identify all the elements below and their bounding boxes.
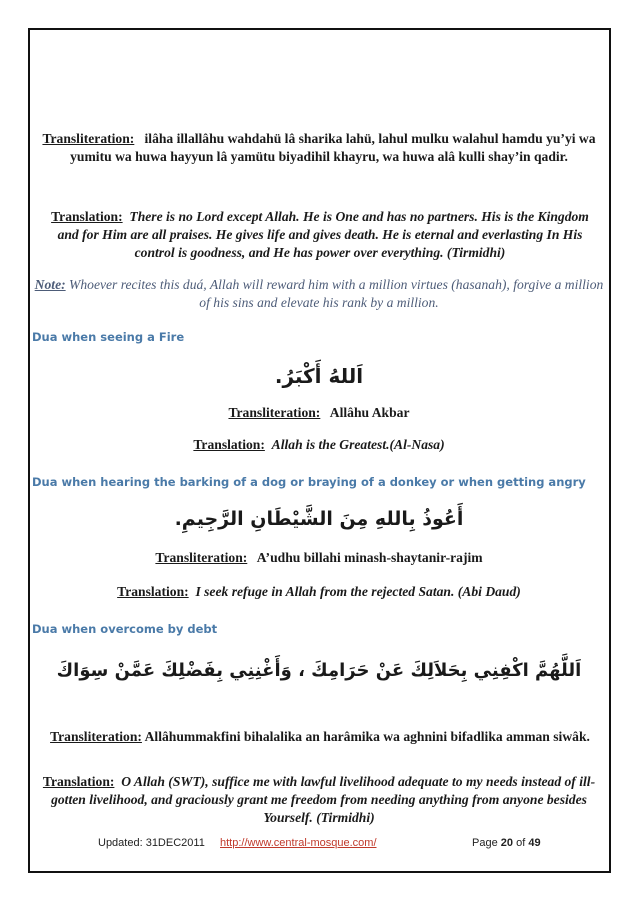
translit-label: Transliteration: [42, 131, 135, 146]
translation-fire [30, 436, 608, 454]
page-prefix: Page [472, 837, 498, 849]
translation-label: Translation: [193, 437, 265, 452]
page-total: 49 [528, 837, 541, 849]
heading-dog: Dua when hearing the barking of a dog or braying of a donkey or when getting angry [32, 475, 586, 489]
translit-label: Transliteration: [155, 550, 248, 565]
translit-fire [30, 404, 608, 422]
translit-text: ilâha illallâhu wahdahü lâ sharika lahü, lahul mulku walahul hamdu yu’yi wa yumitu wa huwa hayyun lâ yamütu biyadihil khayru, wa huwa alâ kulli shay’in qadir. [70, 131, 596, 164]
translation-text: O Allah (SWT), suffice me with lawful livelihood adequate to my needs instead of ill-gotten livelihood, and graciously grant me freedom from needing anything from anyone besides Yourself. (Tirmidhi) [51, 774, 596, 825]
page-num: 20 [500, 837, 514, 849]
translit-debt [40, 728, 600, 746]
note-label: Note: [34, 277, 66, 292]
arabic-debt: اَللَّهُمَّ اكْفِنِي بِحَلاَلِكَ عَنْ حَرَامِكَ ، وَأَغْنِنِي بِفَضْلِكَ عَمَّنْ سِوَاكَ [56, 660, 582, 681]
translit-text: A’udhu billahi minash-shaytanir-rajim [256, 550, 483, 565]
translit-dog [30, 549, 608, 567]
heading-fire: Dua when seeing a Fire [32, 330, 185, 344]
arabic-fire: اَللهُ أَكْبَرُ. [274, 364, 364, 388]
translation-block-1 [42, 208, 598, 262]
heading-debt: Dua when overcome by debt [32, 622, 218, 636]
translation-text: Allah is the Greatest.(Al-Nasa) [271, 437, 445, 452]
translation-label: Translation: [51, 209, 123, 224]
translation-label: Translation: [117, 584, 189, 599]
translation-label: Translation: [42, 774, 115, 789]
translit-text: Allâhummakfini bihalalika an harâmika wa aghnini bifadlika amman siwâk. [144, 729, 590, 744]
translit-label: Transliteration: [228, 405, 321, 420]
translit-text: Allâhu Akbar [329, 405, 410, 420]
note-block [30, 276, 608, 312]
page-of: of [516, 837, 526, 849]
translit-label: Transliteration: [50, 729, 142, 744]
arabic-dog: أَعُوذُ بِاللهِ مِنَ الشَّيْطَانِ الرَّجِيمِ. [174, 508, 464, 530]
footer-page-number [472, 837, 541, 849]
footer-url-link[interactable]: http://www.central-mosque.com/ [220, 837, 377, 849]
translation-dog [30, 583, 608, 601]
footer-updated: Updated: 31DEC2011 [98, 837, 205, 849]
note-text: Whoever recites this duá, Allah will reward him with a million virtues (hasanah), forgive a million of his sins and elevate his rank by a million. [69, 277, 604, 310]
translation-text: There is no Lord except Allah. He is One and has no partners. His is the Kingdom and for Him are all praises. He gives life and gives death. He is eternal and everlasting In His control is goodness, and He has power over everything. (Tirmidhi) [57, 209, 589, 260]
translation-text: I seek refuge in Allah from the rejected Satan. (Abi Daud) [195, 584, 521, 599]
translation-debt [30, 773, 608, 827]
translit-block-1 [30, 130, 608, 166]
